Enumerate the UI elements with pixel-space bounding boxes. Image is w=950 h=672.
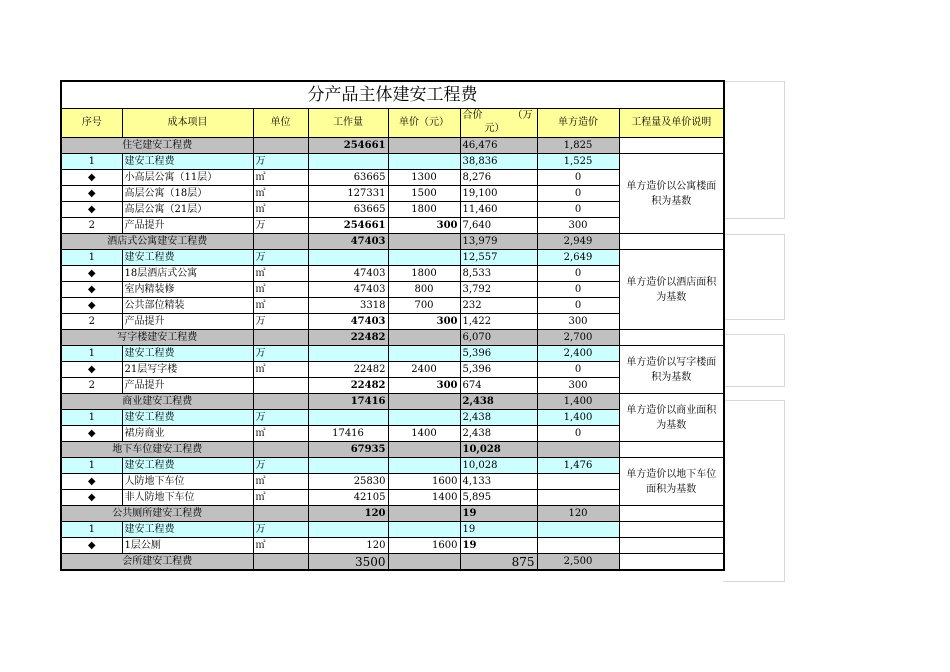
cell-qty[interactable]: 47403 — [308, 314, 388, 330]
cell-price[interactable]: 1800 — [388, 202, 460, 218]
cell-price[interactable] — [388, 522, 460, 538]
cell-qty[interactable]: 3500 — [308, 554, 388, 571]
cell-unit[interactable]: 万 — [253, 522, 308, 538]
cell-qty[interactable] — [308, 250, 388, 266]
cell-seq[interactable]: 1 — [61, 154, 122, 170]
cell-total[interactable]: 4,133 — [460, 474, 537, 490]
cell-unit[interactable]: 万 — [253, 346, 308, 362]
cell-sqm[interactable]: 1,476 — [537, 458, 619, 474]
cell-sqm[interactable]: 1,400 — [537, 410, 619, 426]
header-sqm[interactable]: 单方造价 — [537, 109, 619, 138]
cell-item[interactable]: 产品提升 — [122, 218, 253, 234]
cell-price[interactable]: 800 — [388, 282, 460, 298]
group-label[interactable]: 住宅建安工程费 — [61, 138, 253, 154]
cell-seq[interactable]: 2 — [61, 314, 122, 330]
group-label[interactable]: 商业建安工程费 — [61, 394, 253, 410]
cell-qty[interactable]: 254661 — [308, 138, 388, 154]
cell-price[interactable]: 1400 — [388, 426, 460, 442]
note-cell[interactable] — [619, 522, 724, 538]
cell-sqm[interactable] — [537, 490, 619, 506]
cell-price[interactable] — [388, 154, 460, 170]
cell-price[interactable] — [388, 138, 460, 154]
cell-total[interactable]: 12,557 — [460, 250, 537, 266]
header-total-c: 元） — [484, 123, 505, 134]
group-label[interactable]: 写字楼建安工程费 — [61, 330, 253, 346]
cell-seq[interactable]: 1 — [61, 346, 122, 362]
table-row — [61, 346, 724, 362]
cell-total[interactable]: 19,100 — [460, 186, 537, 202]
cell-item[interactable]: 建安工程费 — [122, 522, 253, 538]
cell-unit[interactable] — [253, 138, 308, 154]
note-cell[interactable] — [619, 442, 724, 458]
cell-total[interactable]: 674 — [460, 378, 537, 394]
cell-price[interactable] — [388, 330, 460, 346]
cell-qty[interactable]: 3318 — [308, 298, 388, 314]
cell-unit[interactable] — [253, 554, 308, 571]
cell-sqm[interactable]: 2,700 — [537, 330, 619, 346]
cell-total[interactable]: 232 — [460, 298, 537, 314]
group-label[interactable]: 地下车位建安工程费 — [61, 442, 253, 458]
note-cell[interactable] — [619, 506, 724, 522]
cell-qty[interactable] — [308, 522, 388, 538]
note-cell[interactable]: 单方造价以地下车位面积为基数 — [619, 458, 724, 506]
cell-price[interactable]: 300 — [388, 314, 460, 330]
cell-sqm[interactable]: 120 — [537, 506, 619, 522]
cell-qty[interactable]: 47403 — [308, 266, 388, 282]
table-row — [61, 154, 724, 170]
cell-unit[interactable]: ㎡ — [253, 490, 308, 506]
cell-qty[interactable]: 63665 — [308, 170, 388, 186]
cell-sqm[interactable]: 0 — [537, 266, 619, 282]
cell-total[interactable]: 19 — [460, 538, 537, 554]
cell-total[interactable]: 6,070 — [460, 330, 537, 346]
cell-sqm[interactable]: 2,500 — [537, 554, 619, 571]
cell-price[interactable]: 1800 — [388, 266, 460, 282]
cell-item[interactable]: 建安工程费 — [122, 250, 253, 266]
cell-qty[interactable]: 47403 — [308, 282, 388, 298]
cell-sqm[interactable]: 2,649 — [537, 250, 619, 266]
note-cell[interactable] — [619, 234, 724, 250]
cell-total[interactable]: 5,396 — [460, 346, 537, 362]
header-total-a: 合价 — [462, 110, 483, 121]
group-row — [61, 234, 724, 250]
cell-total[interactable]: 13,979 — [460, 234, 537, 250]
cell-unit[interactable]: ㎡ — [253, 282, 308, 298]
table-row — [61, 538, 724, 554]
cell-unit[interactable] — [253, 442, 308, 458]
cell-seq[interactable]: ◆ — [61, 266, 122, 282]
cell-qty[interactable]: 17416 — [308, 426, 388, 442]
cell-total[interactable]: 8,276 — [460, 170, 537, 186]
cell-seq[interactable]: ◆ — [61, 426, 122, 442]
cell-item[interactable]: 产品提升 — [122, 378, 253, 394]
cell-sqm[interactable] — [537, 522, 619, 538]
cell-unit[interactable]: ㎡ — [253, 298, 308, 314]
note-cell[interactable]: 单方造价以酒店面积为基数 — [619, 250, 724, 330]
cell-total[interactable]: 10,028 — [460, 458, 537, 474]
cell-price[interactable]: 1300 — [388, 170, 460, 186]
adjacent-column-block — [723, 234, 785, 320]
cell-total[interactable]: 19 — [460, 522, 537, 538]
cell-unit[interactable] — [253, 234, 308, 250]
cell-item[interactable]: 室内精装修 — [122, 282, 253, 298]
group-row — [61, 554, 724, 571]
cell-total[interactable]: 3,792 — [460, 282, 537, 298]
table-row — [61, 458, 724, 474]
cell-price[interactable]: 1600 — [388, 474, 460, 490]
group-row — [61, 330, 724, 346]
cost-table — [60, 80, 725, 571]
adjacent-column-block — [723, 400, 785, 582]
cell-sqm[interactable] — [537, 442, 619, 458]
note-cell[interactable] — [619, 330, 724, 346]
note-cell[interactable]: 单方造价以公寓楼面积为基数 — [619, 154, 724, 234]
cell-seq[interactable]: ◆ — [61, 186, 122, 202]
cell-price[interactable] — [388, 410, 460, 426]
cell-sqm[interactable] — [537, 474, 619, 490]
cell-item[interactable]: 21层写字楼 — [122, 362, 253, 378]
note-cell[interactable] — [619, 554, 724, 571]
cell-item[interactable]: 建安工程费 — [122, 346, 253, 362]
cell-price[interactable]: 1500 — [388, 186, 460, 202]
cell-item[interactable]: 公共部位精装 — [122, 298, 253, 314]
cell-unit[interactable]: ㎡ — [253, 170, 308, 186]
cell-sqm[interactable]: 0 — [537, 186, 619, 202]
cell-qty[interactable] — [308, 410, 388, 426]
cell-total[interactable]: 2,438 — [460, 394, 537, 410]
cell-seq[interactable]: ◆ — [61, 202, 122, 218]
cell-price[interactable] — [388, 458, 460, 474]
header-qty[interactable]: 工作量 — [308, 109, 388, 138]
cell-seq[interactable]: ◆ — [61, 362, 122, 378]
cell-price[interactable]: 1600 — [388, 538, 460, 554]
cell-sqm[interactable]: 0 — [537, 426, 619, 442]
cell-seq[interactable]: ◆ — [61, 282, 122, 298]
cell-seq[interactable]: 2 — [61, 378, 122, 394]
cell-seq[interactable]: 2 — [61, 218, 122, 234]
cell-unit[interactable]: ㎡ — [253, 474, 308, 490]
cell-unit[interactable] — [253, 330, 308, 346]
cell-item[interactable]: 裙房商业 — [122, 426, 253, 442]
cell-seq[interactable]: 1 — [61, 250, 122, 266]
note-cell[interactable]: 单方造价以写字楼面积为基数 — [619, 346, 724, 394]
cell-item[interactable]: 非人防地下车位 — [122, 490, 253, 506]
header-price[interactable]: 单价（元） — [388, 109, 460, 138]
cell-seq[interactable]: ◆ — [61, 538, 122, 554]
cell-total[interactable]: 10,028 — [460, 442, 537, 458]
cell-seq[interactable]: 1 — [61, 410, 122, 426]
cell-sqm[interactable]: 1,825 — [537, 138, 619, 154]
sheet-title[interactable]: 分产品主体建安工程费 — [61, 81, 724, 109]
cell-qty[interactable] — [308, 154, 388, 170]
cell-item[interactable]: 建安工程费 — [122, 458, 253, 474]
cell-unit[interactable] — [253, 506, 308, 522]
cell-price[interactable]: 700 — [388, 298, 460, 314]
cell-unit[interactable]: ㎡ — [253, 362, 308, 378]
cell-unit[interactable]: 万 — [253, 218, 308, 234]
cell-total[interactable]: 875 — [460, 554, 537, 571]
cell-item[interactable]: 人防地下车位 — [122, 474, 253, 490]
cell-qty[interactable]: 25830 — [308, 474, 388, 490]
cell-unit[interactable]: 万 — [253, 458, 308, 474]
cell-qty[interactable] — [308, 458, 388, 474]
cell-qty[interactable]: 17416 — [308, 394, 388, 410]
cell-item[interactable]: 高层公寓（21层） — [122, 202, 253, 218]
cell-unit[interactable]: 万 — [253, 410, 308, 426]
cell-qty[interactable]: 22482 — [308, 378, 388, 394]
header-note[interactable]: 工程量及单价说明 — [619, 109, 724, 138]
cell-price[interactable]: 1400 — [388, 490, 460, 506]
cell-total[interactable]: 38,836 — [460, 154, 537, 170]
cell-qty[interactable]: 127331 — [308, 186, 388, 202]
cell-total[interactable]: 2,438 — [460, 410, 537, 426]
cell-item[interactable]: 建安工程费 — [122, 154, 253, 170]
cell-unit[interactable]: ㎡ — [253, 202, 308, 218]
cell-qty[interactable] — [308, 346, 388, 362]
cell-total[interactable]: 5,396 — [460, 362, 537, 378]
cell-sqm[interactable]: 300 — [537, 314, 619, 330]
cell-qty[interactable]: 22482 — [308, 330, 388, 346]
cell-total[interactable]: 1,422 — [460, 314, 537, 330]
cell-qty[interactable]: 42105 — [308, 490, 388, 506]
cell-unit[interactable]: 万 — [253, 154, 308, 170]
cell-price[interactable] — [388, 442, 460, 458]
cell-sqm[interactable]: 0 — [537, 170, 619, 186]
note-cell[interactable] — [619, 138, 724, 154]
cell-qty[interactable]: 120 — [308, 538, 388, 554]
cell-price[interactable] — [388, 250, 460, 266]
cell-unit[interactable] — [253, 394, 308, 410]
cell-unit[interactable] — [253, 378, 308, 394]
cell-item[interactable]: 产品提升 — [122, 314, 253, 330]
group-row — [61, 506, 724, 522]
cell-qty[interactable]: 22482 — [308, 362, 388, 378]
cell-qty[interactable]: 63665 — [308, 202, 388, 218]
cell-sqm[interactable]: 0 — [537, 282, 619, 298]
cell-seq[interactable]: ◆ — [61, 474, 122, 490]
cell-total[interactable]: 2,438 — [460, 426, 537, 442]
group-row — [61, 442, 724, 458]
cell-sqm[interactable]: 300 — [537, 218, 619, 234]
header-item[interactable]: 成本项目 — [122, 109, 253, 138]
group-row — [61, 394, 724, 410]
cell-sqm[interactable]: 0 — [537, 298, 619, 314]
cell-price[interactable] — [388, 234, 460, 250]
header-total[interactable] — [460, 109, 537, 138]
cell-seq[interactable]: ◆ — [61, 170, 122, 186]
group-label[interactable]: 酒店式公寓建安工程费 — [61, 234, 253, 250]
cell-unit[interactable]: 万 — [253, 314, 308, 330]
cell-price[interactable] — [388, 346, 460, 362]
header-seq[interactable]: 序号 — [61, 109, 122, 138]
cell-sqm[interactable]: 300 — [537, 378, 619, 394]
adjacent-column-block — [723, 81, 785, 219]
cell-sqm[interactable]: 0 — [537, 362, 619, 378]
cell-sqm[interactable]: 1,525 — [537, 154, 619, 170]
cell-seq[interactable]: 1 — [61, 522, 122, 538]
cell-qty[interactable]: 67935 — [308, 442, 388, 458]
cell-total[interactable]: 8,533 — [460, 266, 537, 282]
cell-total[interactable]: 11,460 — [460, 202, 537, 218]
cell-item[interactable]: 高层公寓（18层） — [122, 186, 253, 202]
group-label[interactable]: 会所建安工程费 — [61, 554, 253, 571]
cell-total[interactable]: 46,476 — [460, 138, 537, 154]
cell-seq[interactable]: ◆ — [61, 490, 122, 506]
cell-price[interactable]: 2400 — [388, 362, 460, 378]
note-cell[interactable]: 单方造价以商业面积为基数 — [619, 394, 724, 442]
header-total-b: （万 — [512, 110, 533, 121]
cell-price[interactable] — [388, 554, 460, 571]
cell-sqm[interactable]: 2,400 — [537, 346, 619, 362]
note-cell[interactable] — [619, 538, 724, 554]
table-row — [61, 250, 724, 266]
cell-unit[interactable]: ㎡ — [253, 266, 308, 282]
cell-price[interactable]: 300 — [388, 218, 460, 234]
cell-qty[interactable]: 120 — [308, 506, 388, 522]
cell-item[interactable]: 18层酒店式公寓 — [122, 266, 253, 282]
cell-unit[interactable]: 万 — [253, 250, 308, 266]
cell-seq[interactable]: 1 — [61, 458, 122, 474]
cell-unit[interactable]: ㎡ — [253, 538, 308, 554]
cell-item[interactable]: 建安工程费 — [122, 410, 253, 426]
cell-seq[interactable]: ◆ — [61, 298, 122, 314]
header-unit[interactable]: 单位 — [253, 109, 308, 138]
group-label[interactable]: 公共厕所建安工程费 — [61, 506, 253, 522]
cell-item[interactable]: 1层公厕 — [122, 538, 253, 554]
cell-price[interactable]: 300 — [388, 378, 460, 394]
cell-item[interactable]: 小高层公寓（11层） — [122, 170, 253, 186]
cell-sqm[interactable]: 2,949 — [537, 234, 619, 250]
table-row — [61, 522, 724, 538]
cell-sqm[interactable] — [537, 538, 619, 554]
cell-qty[interactable]: 254661 — [308, 218, 388, 234]
cell-price[interactable] — [388, 506, 460, 522]
cell-unit[interactable]: ㎡ — [253, 426, 308, 442]
cell-total[interactable]: 5,895 — [460, 490, 537, 506]
cell-qty[interactable]: 47403 — [308, 234, 388, 250]
cell-sqm[interactable]: 0 — [537, 202, 619, 218]
group-row — [61, 138, 724, 154]
cell-price[interactable] — [388, 394, 460, 410]
cell-total[interactable]: 19 — [460, 506, 537, 522]
cell-total[interactable]: 7,640 — [460, 218, 537, 234]
cell-unit[interactable]: ㎡ — [253, 186, 308, 202]
cell-sqm[interactable]: 1,400 — [537, 394, 619, 410]
adjacent-column-block — [723, 334, 785, 387]
